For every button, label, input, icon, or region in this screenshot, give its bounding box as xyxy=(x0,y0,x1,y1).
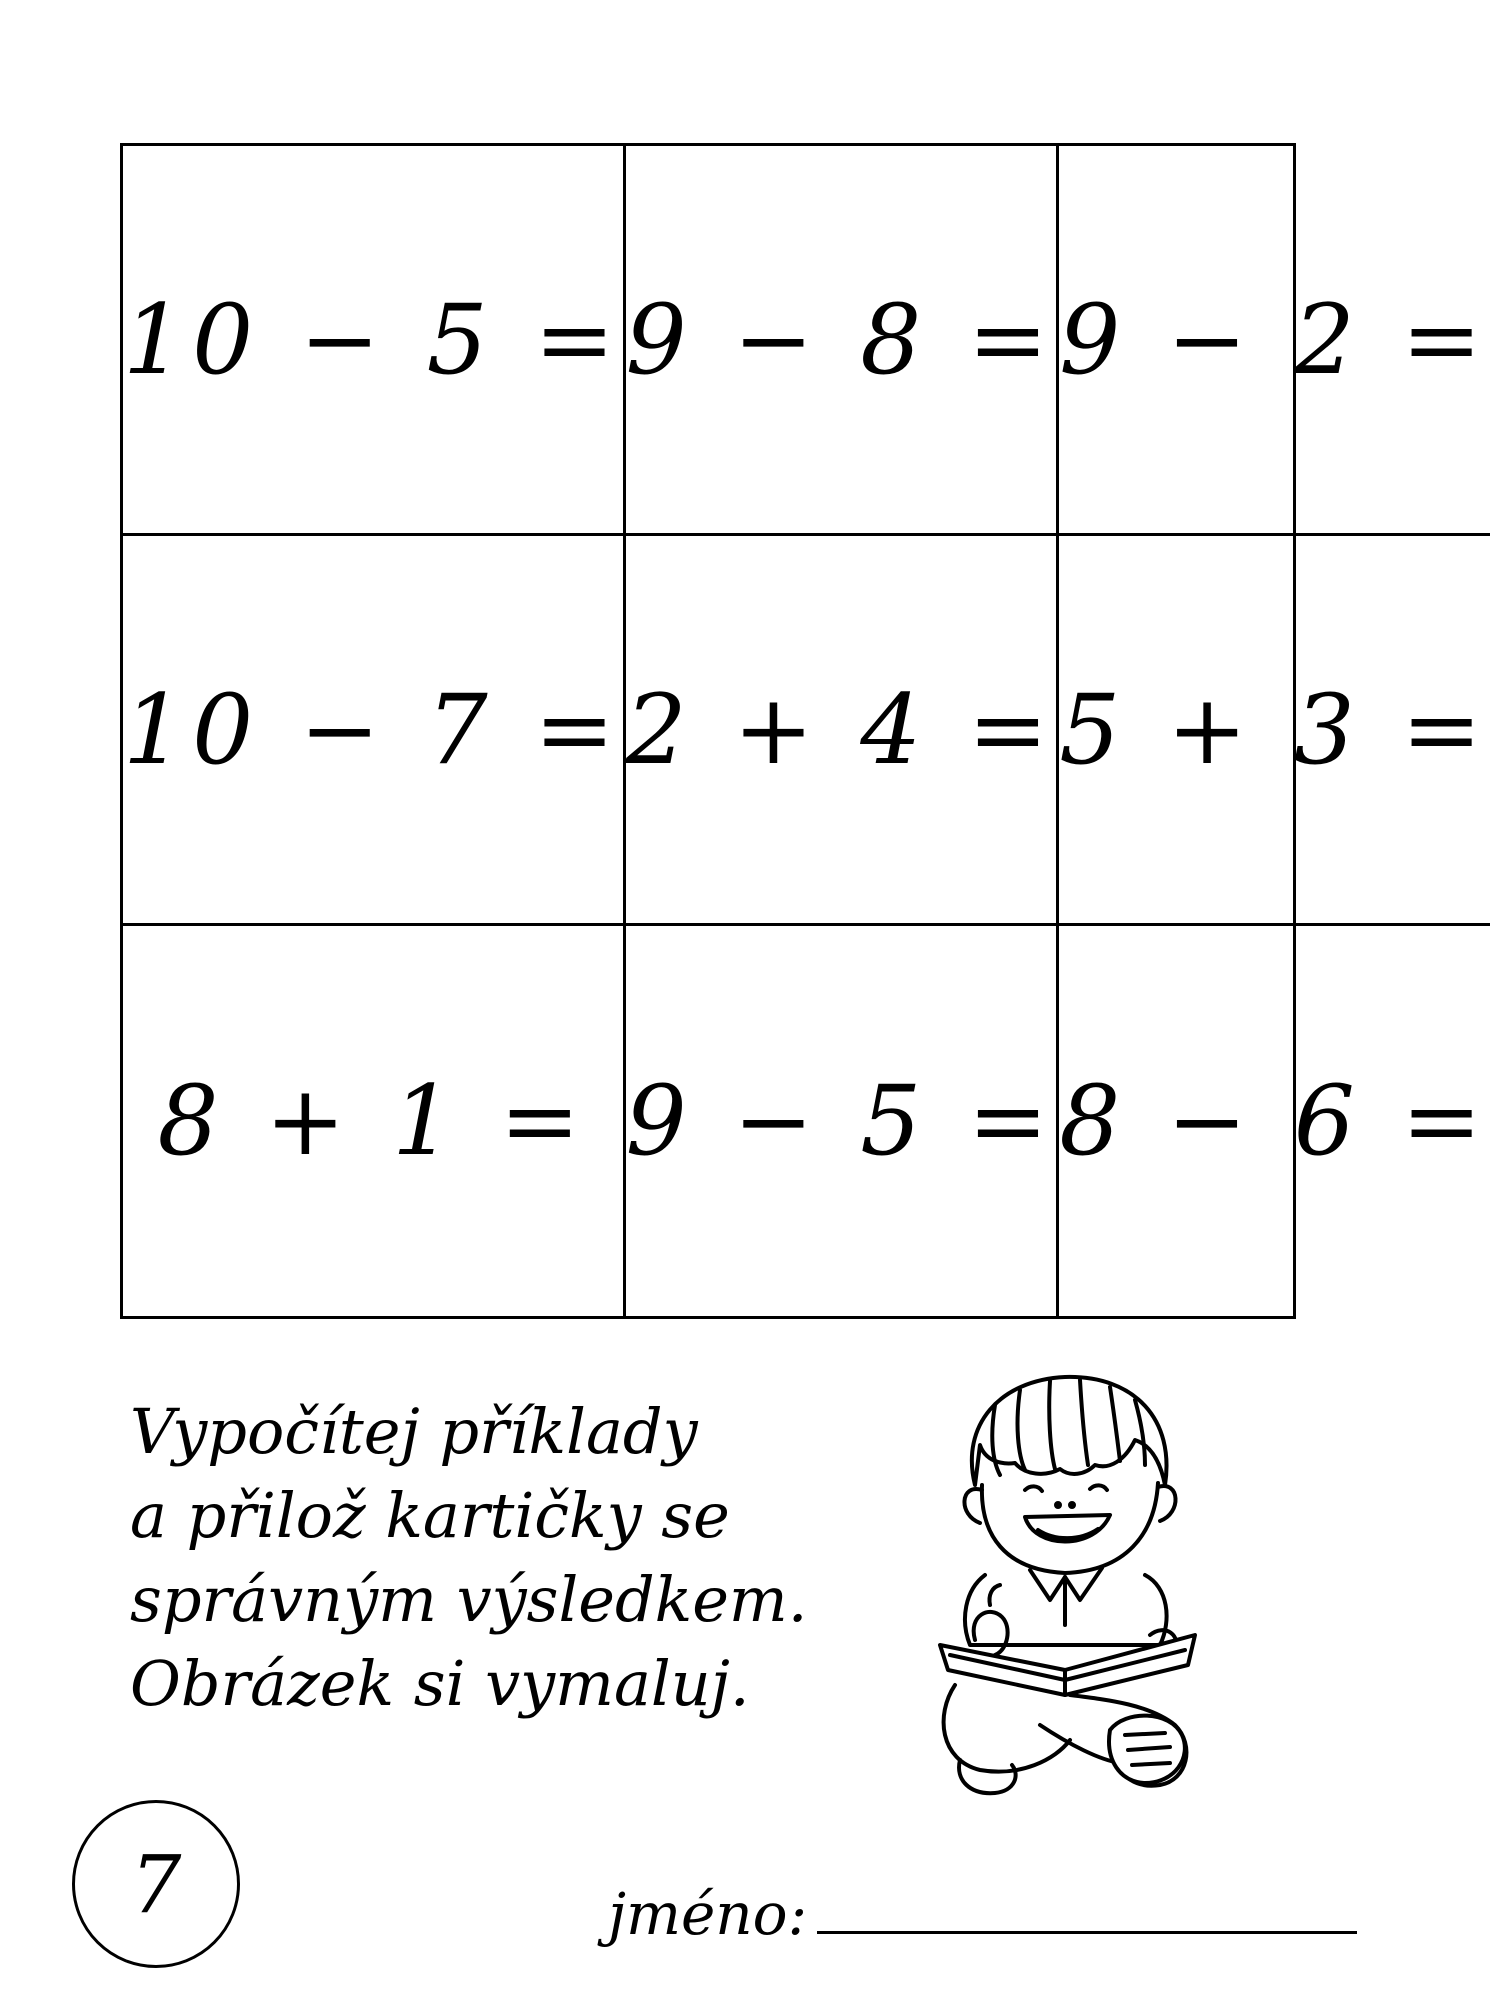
instructions-text xyxy=(130,1390,890,1726)
problem-card xyxy=(1059,146,1490,536)
instructions-line: Obrázek si vymaluj. xyxy=(130,1647,750,1720)
reading-boy-illustration xyxy=(920,1365,1210,1805)
name-label: jméno: xyxy=(608,1880,808,1948)
problem-card xyxy=(626,926,1060,1316)
problem-card xyxy=(626,146,1060,536)
problem-card xyxy=(123,536,626,926)
name-write-line[interactable] xyxy=(817,1931,1357,1934)
problem-card xyxy=(1059,926,1490,1316)
problem-card xyxy=(123,146,626,536)
problem-expression: 10 − 5 = xyxy=(123,283,623,396)
problem-expression: 8 + 1 = xyxy=(157,1065,589,1177)
instructions-line: správným výsledkem. xyxy=(130,1563,808,1636)
problem-card xyxy=(123,926,626,1316)
problem-expression: 2 + 4 = xyxy=(625,673,1057,786)
problem-expression: 9 − 5 = xyxy=(625,1065,1057,1177)
problem-card xyxy=(1059,536,1490,926)
problem-expression: 8 − 6 = xyxy=(1059,1065,1490,1177)
problem-grid xyxy=(120,143,1490,1319)
instructions-line: a přilož kartičky se xyxy=(130,1479,730,1552)
page-number-badge xyxy=(72,1800,240,1968)
problem-expression: 9 − 2 = xyxy=(1059,283,1490,396)
problem-expression: 9 − 8 = xyxy=(625,283,1057,396)
problem-expression: 5 + 3 = xyxy=(1059,673,1490,786)
instructions-line: Vypočítej příklady xyxy=(130,1395,698,1468)
name-field[interactable] xyxy=(608,1880,1357,1948)
problem-card xyxy=(626,536,1060,926)
page-number: 7 xyxy=(130,1837,182,1931)
problem-expression: 10 − 7 = xyxy=(123,673,623,786)
